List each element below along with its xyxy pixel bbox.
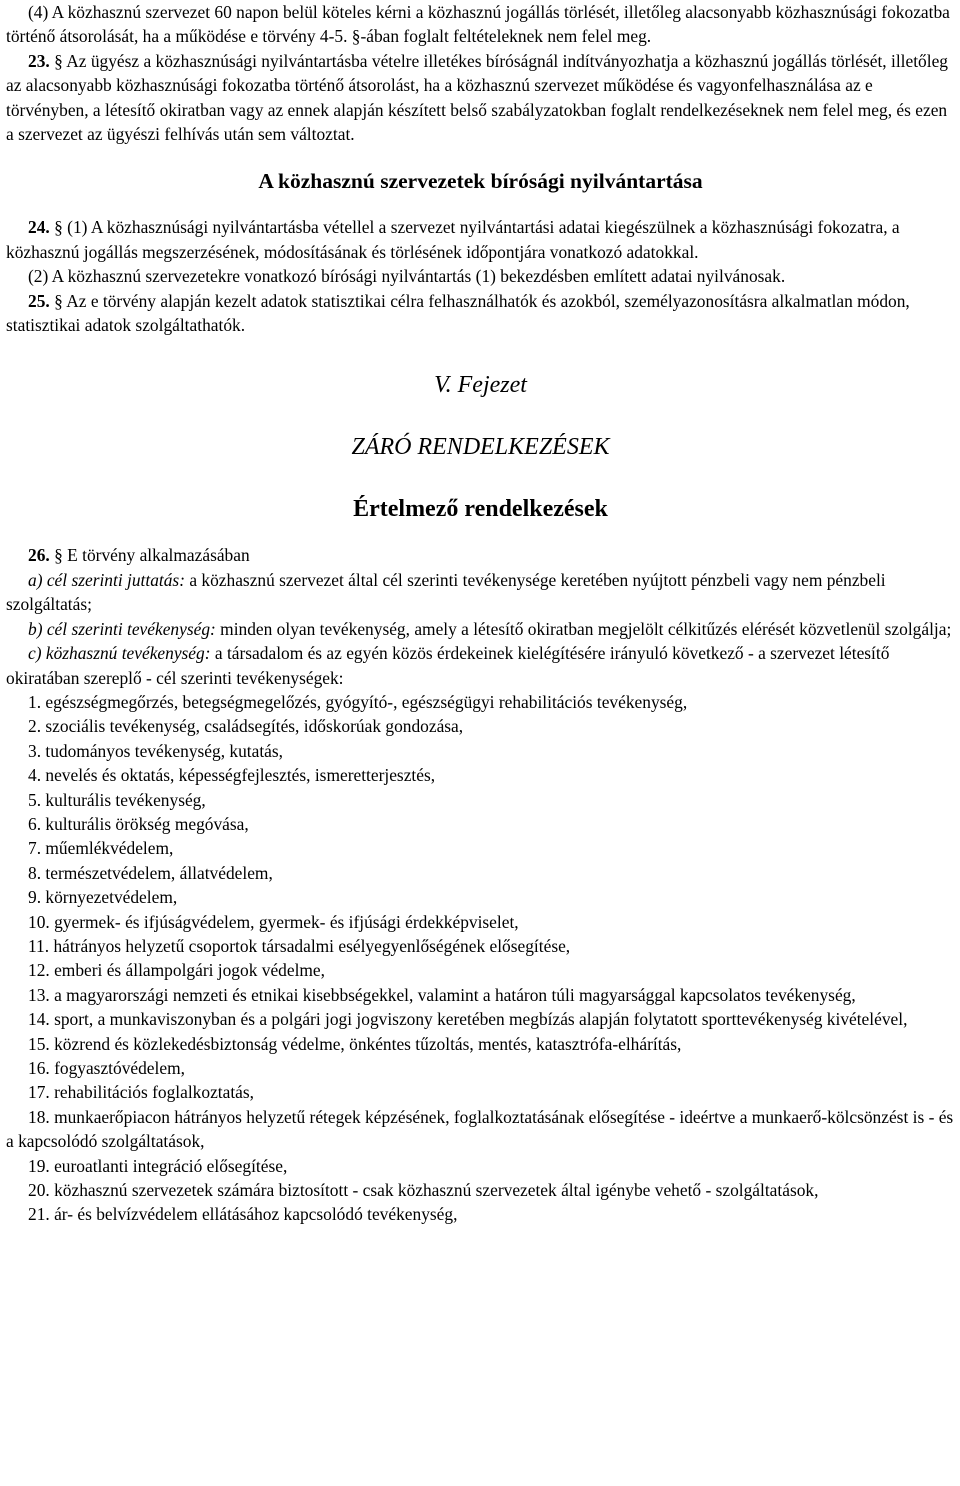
section-number: 23. xyxy=(28,50,50,71)
section-25 xyxy=(6,289,955,338)
section-text: § E törvény alkalmazásában xyxy=(54,545,250,566)
definition-term: a) cél szerinti juttatás: xyxy=(28,569,185,590)
definition-term: c) közhasznú tevékenység: xyxy=(28,643,211,664)
list-item: 14. sport, a munkaviszonyban és a polgári jogi jogviszony keretében megbízás alapján folytatott sporttevékenység kivételével, xyxy=(28,1009,908,1030)
section-number: 24. xyxy=(28,217,50,238)
chapter-number: V. Fejezet xyxy=(434,372,527,399)
definition-a xyxy=(6,568,955,617)
section-24-1 xyxy=(6,215,955,264)
list-item: 3. tudományos tevékenység, kutatás, xyxy=(28,740,284,761)
chapter-title: ZÁRÓ RENDELKEZÉSEK xyxy=(351,434,610,461)
list-item: 19. euroatlanti integráció elősegítése, xyxy=(28,1155,288,1176)
list-item: 10. gyermek- és ifjúságvédelem, gyermek- és ifjúsági érdekképviselet, xyxy=(28,911,519,932)
list-item: 18. munkaerőpiacon hátrányos helyzetű rétegek képzésének, foglalkoztatásának elősegítése - ideértve a munkaerő-kölcsönzést is - és a kapcsolódó szolgáltatások, xyxy=(6,1106,954,1152)
list-item: 7. műemlékvédelem, xyxy=(28,838,174,859)
list-item: 12. emberi és állampolgári jogok védelme, xyxy=(28,960,325,981)
list-item: 1. egészségmegőrzés, betegségmegelőzés, gyógyító-, egészségügyi rehabilitációs tevékenység, xyxy=(28,691,688,712)
list-item: 5. kulturális tevékenység, xyxy=(28,789,206,810)
list-item: 6. kulturális örökség megóvása, xyxy=(28,813,249,834)
list-item: 2. szociális tevékenység, családsegítés, időskorúak gondozása, xyxy=(28,716,464,737)
section-23 xyxy=(6,49,955,147)
list-item: 21. ár- és belvízvédelem ellátásához kapcsolódó tevékenység, xyxy=(28,1204,458,1225)
definition-c xyxy=(6,641,955,690)
section-number: 25. xyxy=(28,290,50,311)
definition-b xyxy=(6,617,955,641)
list-item: 13. a magyarországi nemzeti és etnikai kisebbségekkel, valamint a határon túli magyarsággal kapcsolatos tevékenység, xyxy=(28,984,856,1005)
list-item: 11. hátrányos helyzetű csoportok társadalmi esélyegyenlőségének elősegítése, xyxy=(28,935,571,956)
section-text: § (1) A közhasznúsági nyilvántartásba vétellel a szervezet nyilvántartási adatai kiegészülnek a közhasznúsági fokozatra, a közhasznú jogállás megszerzésének, módosításának és törlésének időpontjára vonatkozó adatokkal. xyxy=(6,217,900,262)
list-item: 4. nevelés és oktatás, képességfejlesztés, ismeretterjesztés, xyxy=(28,765,436,786)
list-item: 15. közrend és közlekedésbiztonság védelme, önkéntes tűzoltás, mentés, katasztrófa-elhárítás, xyxy=(28,1033,682,1054)
section-text: § Az e törvény alapján kezelt adatok statisztikai célra felhasználhatók és azokból, személyazonosításra alkalmatlan módon, statisztikai adatok szolgáltathatók. xyxy=(6,290,910,336)
heading-court-registry: A közhasznú szervezetek bírósági nyilvántartása xyxy=(258,169,703,194)
definition-term: b) cél szerinti tevékenység: xyxy=(28,618,216,639)
list-item: 20. közhasznú szervezetek számára biztosított - csak közhasznú szervezetek által igénybe vehető - szolgáltatások, xyxy=(28,1180,819,1201)
section-24-2: (2) A közhasznú szervezetekre vonatkozó bírósági nyilvántartás (1) bekezdésben említett adatai nyilvánosak. xyxy=(28,266,786,287)
list-item: 8. természetvédelem, állatvédelem, xyxy=(28,862,273,883)
list-item: 17. rehabilitációs foglalkoztatás, xyxy=(28,1082,255,1103)
paragraph-22-4: (4) A közhasznú szervezet 60 napon belül köteles kérni a közhasznú jogállás törlését, illetőleg alacsonyabb közhasznúsági fokozatba történő átsorolását, ha a működése e törvény 4-5. §-ában foglalt feltételeknek nem felel meg. xyxy=(6,2,950,47)
list-item: 9. környezetvédelem, xyxy=(28,887,178,908)
definition-text: minden olyan tevékenység, amely a létesítő okiratban megjelölt célkitűzés elérését közvetlenül szolgálja; xyxy=(215,618,952,639)
section-number: 26. xyxy=(28,545,50,566)
section-26-intro xyxy=(6,543,955,567)
list-item: 16. fogyasztóvédelem, xyxy=(28,1058,185,1078)
section-text: § Az ügyész a közhasznúsági nyilvántartásba vételre illetékes bíróságnál indítványozhatja a közhasznú jogállás törlését, illetőleg az alacsonyabb közhasznúsági fokozatba történő átsorolást, ha a közhasznú szervezet működése és vagyonfelhasználása az e törvényben, a létesítő okiratban vagy az ennek alapján készített belső szabályzatokban foglalt rendelkezéseknek nem felel meg, és ezen a szervezet az ügyészi felhívás után sem változtat. xyxy=(6,50,948,145)
definition-text: a társadalom és az egyén közös érdekeinek kielégítésére irányuló következő - a szervezet létesítő okiratában szereplő - cél szerinti tevékenységek: xyxy=(6,643,890,688)
section-title: Értelmező rendelkezések xyxy=(353,496,608,523)
definition-text: a közhasznú szervezet által cél szerinti tevékenysége keretében nyújtott pénzbeli vagy nem pénzbeli szolgáltatás; xyxy=(6,569,886,615)
